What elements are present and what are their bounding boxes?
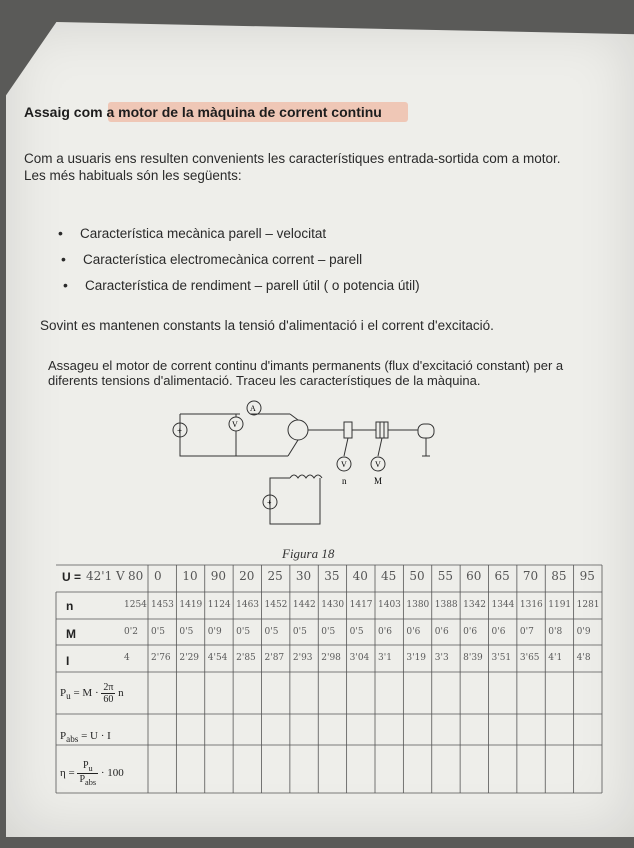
n-value-cell: 1124 — [207, 600, 231, 610]
m-value-cell: 0'9 — [207, 627, 222, 637]
i-value-cell: 4'54 — [207, 653, 228, 663]
task-line-2: diferents tensions d'alimentació. Traceu les característiques de la màquina. — [48, 373, 481, 388]
u-value-cell: 80 — [128, 569, 144, 583]
eta-formula: η = $\frac{P_u}{P_{abs}}$ · 100 — [60, 760, 124, 787]
u-value-cell: 55 — [437, 569, 454, 583]
source-plus: + — [177, 426, 183, 436]
i-value-cell: 4 — [124, 653, 130, 663]
n-value-cell: 1452 — [264, 600, 288, 610]
figure-caption: Figura 18 — [282, 546, 335, 561]
pabs-formula: $P_{abs} = U \cdot I$ — [60, 730, 111, 745]
n-row-label: n — [66, 599, 74, 613]
u-value-cell: 42'1 V — [86, 569, 125, 583]
m-value-cell: 0'5 — [321, 627, 336, 637]
m-value-cell: 0'5 — [236, 627, 251, 637]
m-value-cell: 0'5 — [179, 627, 194, 637]
n-value-cell: 1417 — [349, 600, 373, 610]
i-value-cell: 3'3 — [434, 653, 449, 663]
i-value-cell: 3'1 — [378, 653, 392, 663]
u-value-cell: 60 — [466, 569, 482, 583]
i-value-cell: 2'98 — [321, 653, 341, 663]
n-value-cell: 1453 — [151, 600, 174, 610]
u-value-cell: 50 — [409, 569, 425, 583]
intro-line-2: Les més habituals són les següents: — [24, 168, 242, 183]
m-value-cell: 0'9 — [576, 627, 591, 637]
i-value-cell: 8'39 — [463, 653, 483, 663]
tach-label: V — [341, 460, 347, 469]
ammeter-label: A — [250, 404, 256, 413]
n-value-cell: 1403 — [378, 600, 401, 610]
n-value-cell: 1388 — [434, 600, 458, 610]
u-value-cell: 25 — [267, 569, 283, 583]
m-value-cell: 0'5 — [264, 627, 279, 637]
constant-paragraph: Sovint es mantenen constants la tensió d'alimentació i el corrent d'excitació. — [40, 318, 494, 333]
u-value-cell: 10 — [182, 569, 198, 583]
n-value-cell: 1316 — [519, 600, 543, 610]
i-value-cell: 2'85 — [236, 653, 256, 663]
u-row-label: U = — [62, 570, 82, 584]
i-value-cell: 4'8 — [576, 653, 591, 663]
torque-label: V — [375, 460, 381, 469]
list-item: • Característica electromecànica corrent – parell — [58, 246, 420, 272]
excitation-plus: + — [267, 498, 272, 507]
u-value-cell: 85 — [551, 569, 567, 583]
intro-line-1: Com a usuaris ens resulten convenients les característiques entrada-sortida com a motor. — [24, 151, 561, 166]
i-value-cell: 2'87 — [264, 653, 285, 663]
i-value-cell: 3'65 — [519, 653, 540, 663]
page-title: Assaig com a motor de la màquina de corrent continu — [24, 104, 382, 120]
i-row-label: I — [66, 654, 70, 668]
n-value-cell: 1463 — [236, 600, 260, 610]
n-value-cell: 1254 — [124, 600, 147, 610]
m-value-cell: 0'6 — [491, 627, 506, 637]
u-value-cell: 20 — [239, 569, 255, 583]
task-line-1: Assageu el motor de corrent continu d'imants permanents (flux d'excitació constant) per a — [48, 358, 564, 373]
m-value-cell: 0'6 — [406, 627, 421, 637]
u-value-cell: 70 — [522, 569, 539, 583]
n-label: n — [342, 476, 347, 486]
i-value-cell: 4'1 — [548, 653, 563, 663]
u-value-cell: 45 — [381, 569, 397, 583]
voltmeter-label: V — [232, 420, 238, 429]
i-value-cell: 3'19 — [406, 653, 427, 663]
n-value-cell: 1430 — [321, 600, 345, 610]
m-value-cell: 0'2 — [124, 627, 138, 637]
i-value-cell: 2'93 — [292, 653, 313, 663]
u-value-cell: 35 — [324, 569, 340, 583]
list-item: • Característica de rendiment – parell útil ( o potencia útil) — [58, 272, 420, 298]
n-value-cell: 1191 — [548, 600, 572, 610]
m-label: M — [374, 476, 383, 486]
u-value-cell: 90 — [210, 569, 227, 583]
m-value-cell: 0'6 — [378, 627, 392, 637]
n-value-cell: 1442 — [292, 600, 316, 610]
u-value-cell: 65 — [494, 569, 510, 583]
u-value-cell: 40 — [352, 569, 368, 583]
n-value-cell: 1281 — [576, 600, 600, 610]
m-value-cell: 0'5 — [349, 627, 364, 637]
pu-formula: $P_u = M$ · $\frac{2\pi}{60}$ n — [60, 682, 124, 705]
m-value-cell: 0'5 — [292, 627, 307, 637]
u-value-cell: 95 — [579, 569, 595, 583]
m-value-cell: 0'6 — [434, 627, 449, 637]
i-value-cell: 2'76 — [151, 653, 171, 663]
m-value-cell: 0'5 — [151, 627, 165, 637]
i-value-cell: 2'29 — [179, 653, 200, 663]
list-item: • Característica mecànica parell – velocitat — [58, 220, 420, 246]
u-value-cell: 0 — [154, 569, 162, 583]
m-value-cell: 0'7 — [519, 627, 534, 637]
m-value-cell: 0'8 — [548, 627, 563, 637]
u-value-cell: 30 — [295, 569, 312, 583]
n-value-cell: 1344 — [491, 600, 515, 610]
m-row-label: M — [66, 627, 76, 641]
n-value-cell: 1380 — [406, 600, 430, 610]
n-value-cell: 1419 — [179, 600, 203, 610]
i-value-cell: 3'51 — [491, 653, 512, 663]
m-value-cell: 0'6 — [463, 627, 478, 637]
n-value-cell: 1342 — [463, 600, 487, 610]
i-value-cell: 3'04 — [349, 653, 370, 663]
